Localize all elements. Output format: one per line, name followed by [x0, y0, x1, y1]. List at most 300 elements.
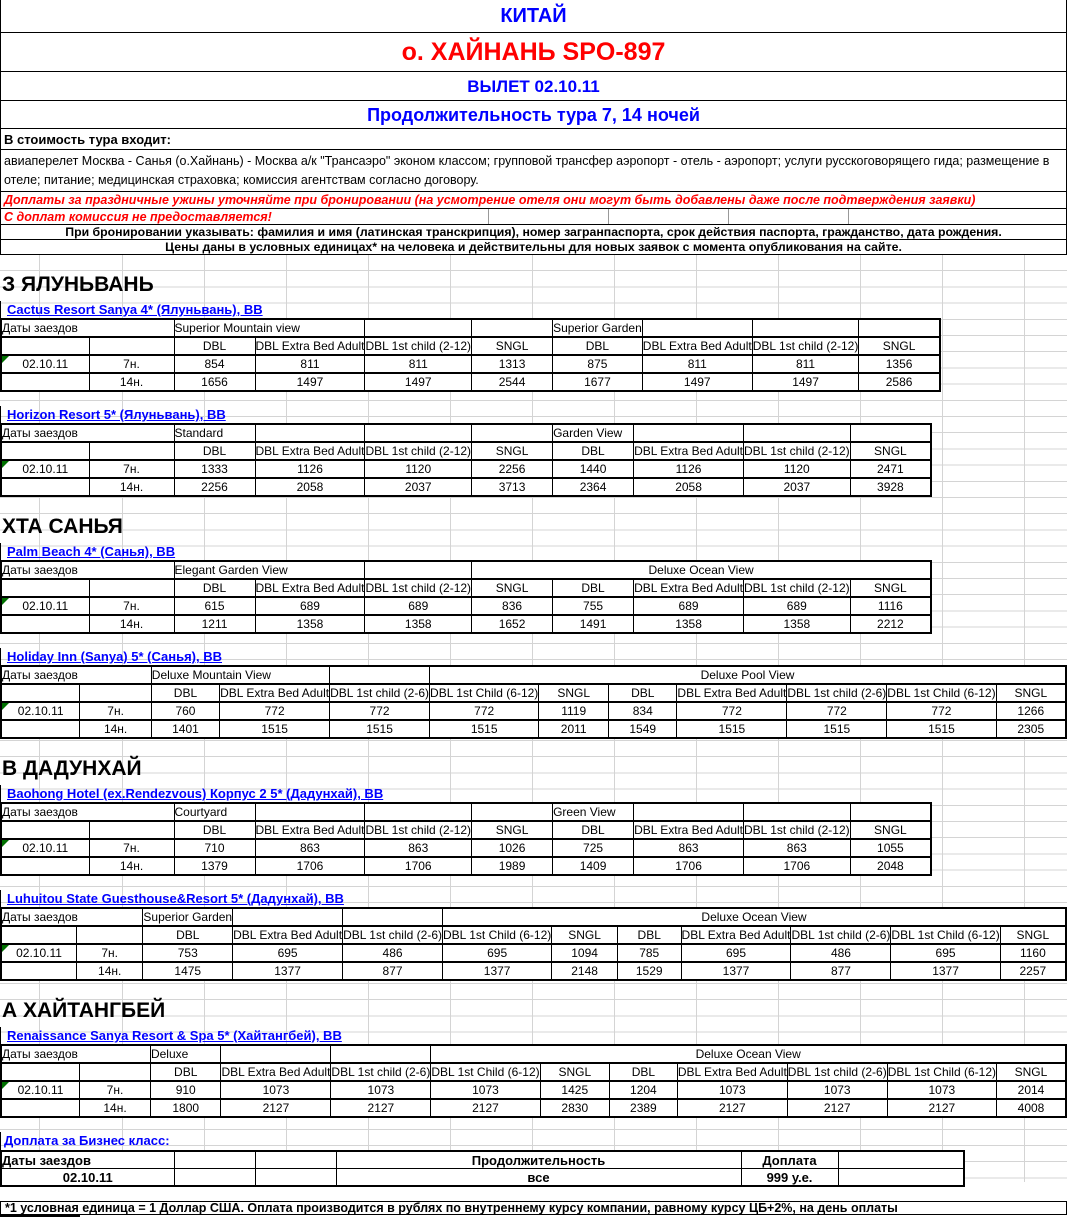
column-header-cell: DBL Extra Bed Adult [677, 1063, 787, 1081]
empty-cell [331, 1045, 431, 1063]
price-cell: 615 [174, 597, 255, 615]
hotel-link[interactable]: Palm Beach 4* (Санья), ВВ [7, 544, 176, 559]
price-cell: 863 [255, 839, 365, 857]
price-cell: 1120 [365, 460, 472, 478]
price-cell: 772 [430, 702, 539, 720]
empty-cell [744, 424, 851, 442]
nights-cell: 14н. [80, 1099, 151, 1117]
price-cell: 695 [443, 944, 552, 962]
empty-cell [343, 908, 443, 926]
price-cell: 1266 [996, 702, 1066, 720]
view-cell: Deluxe [150, 1045, 221, 1063]
price-cell: 1706 [744, 857, 851, 875]
column-header-cell: DBL Extra Bed Adult [634, 821, 744, 839]
hotel-price-table [0, 665, 1067, 739]
column-header-cell: SNGL [472, 337, 553, 355]
price-cell: 1425 [540, 1081, 609, 1099]
empty-cell [89, 337, 174, 355]
empty-cell [472, 803, 553, 821]
price-cell: 1706 [255, 857, 365, 875]
column-header-cell: DBL 1st child (2-12) [744, 821, 851, 839]
price-cell: 2389 [609, 1099, 677, 1117]
empty-cell [174, 1169, 255, 1187]
price-cell: 2471 [850, 460, 931, 478]
duration-label-cell: Продолжительность [336, 1151, 741, 1169]
date-cell: 02.10.11 [1, 944, 77, 962]
empty-cell [89, 579, 174, 597]
price-cell: 1989 [472, 857, 553, 875]
price-cell: 1073 [887, 1081, 996, 1099]
empty-cell [1, 579, 89, 597]
date-cell: 02.10.11 [1, 702, 80, 720]
price-cell: 1515 [787, 720, 887, 738]
column-header-cell: SNGL [472, 821, 553, 839]
row-spacer [0, 981, 1067, 995]
column-header-cell: DBL Extra Bed Adult [220, 684, 330, 702]
view-cell: Deluxe Ocean View [472, 561, 932, 579]
price-cell: 863 [365, 839, 472, 857]
title-departure: ВЫЛЕТ 02.10.11 [0, 71, 1067, 101]
price-cell: 760 [151, 702, 219, 720]
price-cell: 1313 [472, 355, 553, 373]
price-cell: 2127 [221, 1099, 331, 1117]
nights-cell: 14н. [77, 962, 143, 980]
price-cell: 2212 [850, 615, 931, 633]
column-header-cell: DBL [150, 1063, 221, 1081]
price-cell: 1409 [553, 857, 634, 875]
view-cell: Deluxe Mountain View [151, 666, 329, 684]
hotel-price-table [0, 1044, 1067, 1118]
hotel-link[interactable]: Renaissance Sanya Resort & Spa 5* (Хайтангбей), ВВ [7, 1028, 342, 1043]
price-cell: 772 [220, 702, 330, 720]
price-cell: 1333 [174, 460, 255, 478]
column-header-cell: DBL 1st child (2-6) [330, 684, 430, 702]
column-header-cell: DBL Extra Bed Adult [634, 442, 744, 460]
duration-value-cell: все [336, 1169, 741, 1187]
dates-label-cell: Даты заездов [1, 803, 174, 821]
price-cell: 2014 [996, 1081, 1066, 1099]
title-tour-code: о. ХАЙНАНЬ SPO-897 [0, 32, 1067, 72]
empty-cell [255, 424, 365, 442]
empty-cell [221, 1045, 331, 1063]
price-cell: 2305 [996, 720, 1066, 738]
price-cell: 836 [472, 597, 553, 615]
price-cell: 772 [887, 702, 996, 720]
hotel-link-row [0, 1027, 1067, 1044]
empty-cell [174, 1151, 255, 1169]
date-cell: 02.10.11 [1, 597, 89, 615]
price-cell: 2127 [887, 1099, 996, 1117]
column-header-cell: DBL [174, 579, 255, 597]
price-cell: 1515 [220, 720, 330, 738]
price-cell: 811 [752, 355, 859, 373]
price-cell: 1652 [472, 615, 553, 633]
column-header-cell: SNGL [472, 579, 553, 597]
dates-label-cell: Даты заездов [1, 1045, 150, 1063]
column-header-cell: DBL 1st child (2-6) [343, 926, 443, 944]
view-cell: Superior Garden [143, 908, 233, 926]
prices-note: Цены даны в условных единицах* на человека и действительны для новых заявок с момента опубликования на сайте. [0, 239, 1067, 255]
price-cell: 1529 [617, 962, 681, 980]
price-cell: 2048 [850, 857, 931, 875]
empty-cell [1, 720, 80, 738]
price-cell: 1204 [609, 1081, 677, 1099]
sheet-body [0, 255, 1067, 1215]
column-header-cell: DBL Extra Bed Adult [233, 926, 343, 944]
price-cell: 1211 [174, 615, 255, 633]
section-title: В ДАДУНХАЙ [2, 757, 142, 780]
column-header-cell: DBL [151, 684, 219, 702]
price-cell: 3713 [472, 478, 553, 496]
row-spacer [0, 739, 1067, 753]
price-cell: 2037 [744, 478, 851, 496]
price-cell: 1677 [553, 373, 643, 391]
dates-label-cell: Даты заездов [1, 666, 151, 684]
empty-cell [634, 424, 744, 442]
empty-cell [1, 1063, 80, 1081]
column-header-cell: DBL [553, 579, 634, 597]
hotel-price-table [0, 907, 1067, 981]
price-cell: 877 [343, 962, 443, 980]
price-cell: 2037 [365, 478, 472, 496]
row-spacer [0, 1187, 1067, 1201]
empty-cell [80, 684, 151, 702]
column-header-cell: DBL 1st child (2-6) [787, 1063, 887, 1081]
partial-cell-border [0, 1215, 80, 1217]
price-cell: 2364 [553, 478, 634, 496]
title-country: КИТАЙ [0, 0, 1067, 33]
price-cell: 772 [787, 702, 887, 720]
price-cell: 1706 [634, 857, 744, 875]
dates-label-cell: Даты заездов [1, 561, 174, 579]
price-cell: 1475 [143, 962, 233, 980]
error-indicator-icon [2, 1082, 9, 1089]
column-header-cell: DBL 1st child (2-12) [744, 579, 851, 597]
price-cell: 695 [681, 944, 791, 962]
price-cell: 1401 [151, 720, 219, 738]
price-cell: 710 [174, 839, 255, 857]
column-header-cell: DBL 1st Child (6-12) [443, 926, 552, 944]
dates-label-cell: Даты заездов [1, 1151, 174, 1169]
price-cell: 1377 [233, 962, 343, 980]
column-header-cell: DBL 1st child (2-12) [365, 579, 472, 597]
price-cell: 2058 [634, 478, 744, 496]
price-cell: 1497 [642, 373, 752, 391]
view-cell: Deluxe Pool View [430, 666, 1066, 684]
price-cell: 1160 [1000, 944, 1066, 962]
column-header-cell: SNGL [859, 337, 940, 355]
column-header-cell: DBL Extra Bed Adult [255, 579, 365, 597]
price-cell: 725 [553, 839, 634, 857]
price-cell: 1549 [609, 720, 677, 738]
nights-cell: 14н. [80, 720, 151, 738]
surcharge-value-cell: 999 у.е. [741, 1169, 838, 1187]
price-cell: 689 [634, 597, 744, 615]
price-cell: 811 [365, 355, 472, 373]
empty-cell [752, 319, 859, 337]
column-header-cell: SNGL [540, 1063, 609, 1081]
price-cell: 1706 [365, 857, 472, 875]
empty-cell [330, 666, 430, 684]
column-header-cell: SNGL [472, 442, 553, 460]
empty-cell [365, 561, 472, 579]
empty-cell [1, 821, 89, 839]
price-cell: 753 [143, 944, 233, 962]
dates-label-cell: Даты заездов [1, 319, 174, 337]
error-indicator-icon [2, 598, 9, 605]
price-cell: 1358 [255, 615, 365, 633]
empty-cell [80, 1063, 151, 1081]
empty-cell [1, 337, 89, 355]
row-spacer [0, 634, 1067, 648]
column-header-cell: DBL 1st Child (6-12) [430, 684, 539, 702]
price-cell: 863 [634, 839, 744, 857]
price-cell: 2127 [331, 1099, 431, 1117]
business-class-table [0, 1150, 965, 1187]
hotel-link[interactable]: Holiday Inn (Sanya) 5* (Санья), ВВ [7, 649, 223, 664]
price-cell: 863 [744, 839, 851, 857]
view-cell: Green View [553, 803, 634, 821]
price-cell: 1119 [539, 702, 609, 720]
view-cell: Elegant Garden View [174, 561, 365, 579]
empty-cell [255, 1169, 336, 1187]
price-cell: 785 [617, 944, 681, 962]
price-cell: 1515 [430, 720, 539, 738]
price-cell: 811 [642, 355, 752, 373]
price-cell: 1094 [552, 944, 618, 962]
price-cell: 1656 [174, 373, 255, 391]
column-header-cell: SNGL [539, 684, 609, 702]
price-cell: 2544 [472, 373, 553, 391]
price-cell: 755 [553, 597, 634, 615]
empty-cell [77, 926, 143, 944]
price-cell: 2586 [859, 373, 940, 391]
view-cell: Superior Garden [553, 319, 643, 337]
booking-note: При бронировании указывать: фамилия и имя (латинская транскрипция), номер загранпаспорта, срок действия паспорта, гражданство, дата рождения. [0, 224, 1067, 240]
empty-cell [472, 424, 553, 442]
hotel-link[interactable]: Horizon Resort 5* (Ялуньвань), ВВ [7, 407, 226, 422]
price-cell: 689 [365, 597, 472, 615]
column-header-cell: DBL [143, 926, 233, 944]
row-spacer [0, 876, 1067, 890]
price-cell: 1497 [255, 373, 365, 391]
row-spacer [0, 255, 1067, 269]
hotel-link-row [0, 301, 1067, 318]
column-header-cell: DBL [174, 821, 255, 839]
empty-cell [859, 319, 940, 337]
column-header-cell: DBL 1st child (2-6) [791, 926, 891, 944]
empty-cell [850, 424, 931, 442]
price-cell: 486 [343, 944, 443, 962]
empty-cell [472, 319, 553, 337]
price-cell: 1379 [174, 857, 255, 875]
empty-cell [634, 803, 744, 821]
column-header-cell: DBL Extra Bed Adult [642, 337, 752, 355]
nights-cell: 14н. [89, 615, 174, 633]
nights-cell: 7н. [80, 702, 151, 720]
column-header-cell: SNGL [1000, 926, 1066, 944]
empty-cell [1, 615, 89, 633]
date-cell: 02.10.11 [1, 355, 89, 373]
business-class-label: Доплата за Бизнес класс: [0, 1132, 1067, 1150]
date-cell: 02.10.11 [1, 460, 89, 478]
warning-line-1: Доплаты за праздничные ужины уточняйте при бронировании (на усмотрение отеля они могут быть добавлены даже после подтверждения заявки) [0, 191, 1067, 209]
price-cell: 689 [255, 597, 365, 615]
column-header-cell: DBL Extra Bed Adult [634, 579, 744, 597]
price-cell: 695 [891, 944, 1000, 962]
column-header-cell: DBL Extra Bed Adult [677, 684, 787, 702]
column-header-cell: DBL Extra Bed Adult [255, 442, 365, 460]
column-header-cell: SNGL [850, 442, 931, 460]
column-header-cell: DBL 1st child (2-12) [365, 337, 472, 355]
hotel-price-table [0, 560, 932, 634]
hotel-link[interactable]: Baohong Hotel (ex.Rendezvous) Корпус 2 5* (Дадунхай), ВВ [7, 786, 384, 801]
view-cell: Standard [174, 424, 255, 442]
footnote: *1 условная единица = 1 Доллар США. Оплата производится в рублях по внутреннему курсу компании, равному курсу ЦБ+2%, на день оплаты [0, 1201, 1067, 1215]
column-header-cell: DBL [174, 442, 255, 460]
price-cell: 1440 [553, 460, 634, 478]
price-cell: 2058 [255, 478, 365, 496]
empty-cell [89, 821, 174, 839]
price-cell: 1116 [850, 597, 931, 615]
price-cell: 695 [233, 944, 343, 962]
price-cell: 3928 [850, 478, 931, 496]
empty-cell [850, 803, 931, 821]
column-header-cell: DBL [553, 442, 634, 460]
empty-cell [1, 684, 80, 702]
price-cell: 2830 [540, 1099, 609, 1117]
column-header-cell: DBL Extra Bed Adult [255, 821, 365, 839]
price-cell: 2256 [174, 478, 255, 496]
price-cell: 875 [553, 355, 643, 373]
price-cell: 1120 [744, 460, 851, 478]
date-cell: 02.10.11 [1, 839, 89, 857]
nights-cell: 7н. [89, 460, 174, 478]
row-spacer [0, 497, 1067, 511]
column-header-cell: DBL [609, 684, 677, 702]
price-cell: 1356 [859, 355, 940, 373]
column-header-cell: DBL [617, 926, 681, 944]
hotel-link-row [0, 785, 1067, 802]
hotel-link-row [0, 406, 1067, 423]
row-spacer [0, 392, 1067, 406]
price-cell: 834 [609, 702, 677, 720]
date-cell: 02.10.11 [1, 1169, 174, 1187]
column-header-cell: SNGL [850, 579, 931, 597]
hotel-price-table [0, 318, 941, 392]
price-cell: 2257 [1000, 962, 1066, 980]
hotel-link-row [0, 543, 1067, 560]
column-header-cell: DBL [553, 337, 643, 355]
nights-cell: 14н. [89, 857, 174, 875]
column-header-cell: SNGL [996, 684, 1066, 702]
empty-cell [1, 373, 89, 391]
hotel-link-row [0, 890, 1067, 907]
column-header-cell: DBL 1st child (2-6) [331, 1063, 431, 1081]
column-header-cell: DBL [609, 1063, 677, 1081]
price-cell: 1491 [553, 615, 634, 633]
hotel-link[interactable]: Cactus Resort Sanya 4* (Ялуньвань), ВВ [7, 302, 263, 317]
view-cell: Courtyard [174, 803, 255, 821]
price-cell: 2148 [552, 962, 618, 980]
price-cell: 1055 [850, 839, 931, 857]
column-header-cell: DBL Extra Bed Adult [681, 926, 791, 944]
hotel-sections [0, 269, 1067, 1132]
empty-cell [642, 319, 752, 337]
includes-text: авиаперелет Москва - Санья (о.Хайнань) - Москва а/к "Трансаэро" эконом классом; групповой трансфер аэропорт - отель - аэропорт; услуги русскоговорящего гида; размещение в отеле; питание; медицинская страховка; комиссия агентствам согласно договору. [0, 149, 1067, 192]
empty-cell [1, 442, 89, 460]
column-header-cell: DBL [553, 821, 634, 839]
error-indicator-icon [2, 840, 9, 847]
empty-cell [838, 1169, 964, 1187]
price-cell: 772 [330, 702, 430, 720]
empty-cell [365, 424, 472, 442]
price-cell: 2127 [431, 1099, 540, 1117]
column-header-cell: DBL [174, 337, 255, 355]
dates-label-cell: Даты заездов [1, 908, 143, 926]
empty-cell [365, 319, 472, 337]
price-cell: 1073 [431, 1081, 540, 1099]
price-cell: 1515 [887, 720, 996, 738]
price-cell: 4008 [996, 1099, 1066, 1117]
price-cell: 1377 [891, 962, 1000, 980]
column-header-cell: SNGL [996, 1063, 1066, 1081]
hotel-link[interactable]: Luhuitou State Guesthouse&Resort 5* (Дадунхай), ВВ [7, 891, 344, 906]
empty-cell [838, 1151, 964, 1169]
price-cell: 1377 [443, 962, 552, 980]
nights-cell: 7н. [89, 597, 174, 615]
view-cell: Superior Mountain view [174, 319, 365, 337]
empty-cell [1, 926, 77, 944]
price-cell: 1073 [331, 1081, 431, 1099]
price-cell: 2011 [539, 720, 609, 738]
nights-cell: 7н. [89, 839, 174, 857]
error-indicator-icon [2, 461, 9, 468]
dates-label-cell: Даты заездов [1, 424, 174, 442]
column-header-cell: DBL 1st child (2-12) [744, 442, 851, 460]
row-spacer [0, 1118, 1067, 1132]
column-header-cell: SNGL [552, 926, 618, 944]
nights-cell: 14н. [89, 373, 174, 391]
section-title: ХТА САНЬЯ [2, 515, 123, 538]
column-header-cell: DBL 1st child (2-12) [365, 442, 472, 460]
column-header-cell: SNGL [850, 821, 931, 839]
column-header-cell: DBL Extra Bed Adult [255, 337, 365, 355]
empty-cell [1, 478, 89, 496]
nights-cell: 7н. [80, 1081, 151, 1099]
price-cell: 811 [255, 355, 365, 373]
column-header-cell: DBL Extra Bed Adult [221, 1063, 331, 1081]
view-cell: Deluxe Ocean View [443, 908, 1067, 926]
price-cell: 1358 [365, 615, 472, 633]
empty-cell [255, 1151, 336, 1169]
surcharge-label-cell: Доплата [741, 1151, 838, 1169]
column-header-cell: DBL 1st Child (6-12) [431, 1063, 540, 1081]
price-cell: 1515 [330, 720, 430, 738]
price-cell: 2256 [472, 460, 553, 478]
column-header-cell: DBL 1st Child (6-12) [887, 684, 996, 702]
price-cell: 1073 [221, 1081, 331, 1099]
hotel-link-row [0, 648, 1067, 665]
price-cell: 1377 [681, 962, 791, 980]
price-cell: 772 [677, 702, 787, 720]
price-cell: 689 [744, 597, 851, 615]
warning-line-2: С доплат комиссия не предоставляется! [0, 208, 1067, 225]
hotel-price-table [0, 423, 932, 497]
column-header-cell: DBL 1st child (2-12) [365, 821, 472, 839]
price-cell: 854 [174, 355, 255, 373]
section-title: А ХАЙТАНГБЕЙ [2, 999, 166, 1022]
